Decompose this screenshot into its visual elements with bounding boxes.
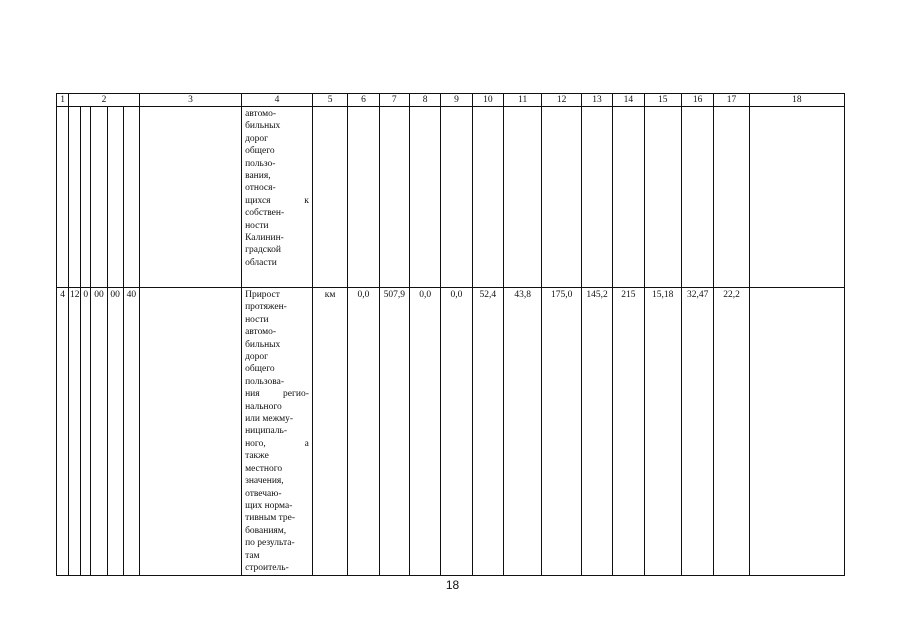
header-cell-4: 4 — [242, 94, 313, 107]
header-cell-3: 3 — [139, 94, 241, 107]
header-cell-7: 7 — [379, 94, 409, 107]
header-cell-6: 6 — [348, 94, 379, 107]
value-cell: 0,0 — [441, 288, 472, 576]
indicator-description: Прирост протяжен- ности автомо- бильных дорог общего пользова- ния регио- нального или межму- ниципаль- ного, а также местного значения, отвечаю- щих норма- тивным тре- бованиям, по результа- там строитель- — [242, 288, 313, 576]
header-cell-5: 5 — [312, 94, 347, 107]
value-cell: 52,4 — [472, 288, 503, 576]
header-cell-2: 2 — [69, 94, 140, 107]
code-cell: 0 — [81, 288, 91, 576]
table-row-indicator — [57, 288, 845, 576]
code-cell: 00 — [107, 288, 123, 576]
value-cell: 145,2 — [581, 288, 612, 576]
value-cell: 43,8 — [503, 288, 541, 576]
unit-cell: км — [312, 288, 347, 576]
value-cell: 32,47 — [681, 288, 713, 576]
header-cell-10: 10 — [472, 94, 503, 107]
value-cell: 0,0 — [348, 288, 379, 576]
code-cell: 12 — [69, 288, 81, 576]
header-cell-12: 12 — [542, 94, 581, 107]
program-indicators-table — [56, 93, 845, 576]
code-cell: 00 — [91, 288, 107, 576]
code-cell: 40 — [123, 288, 139, 576]
value-cell: 507,9 — [379, 288, 409, 576]
header-row — [57, 94, 845, 107]
value-cell: 22,2 — [714, 288, 749, 576]
header-cell-11: 11 — [503, 94, 541, 107]
header-cell-16: 16 — [681, 94, 713, 107]
header-cell-18: 18 — [749, 94, 844, 107]
table-row-continuation — [57, 107, 845, 288]
header-cell-8: 8 — [409, 94, 440, 107]
header-cell-1: 1 — [57, 94, 69, 107]
value-cell: 15,18 — [644, 288, 681, 576]
indicator-description: автомо- бильных дорог общего пользо- вания, относя- щихся к собствен- ности Калинин- градской области — [242, 107, 313, 288]
header-cell-14: 14 — [613, 94, 644, 107]
notes-cell — [749, 288, 844, 576]
page-number: 18 — [445, 578, 460, 592]
value-cell: 175,0 — [542, 288, 581, 576]
header-cell-17: 17 — [714, 94, 749, 107]
header-cell-15: 15 — [644, 94, 681, 107]
header-cell-13: 13 — [581, 94, 612, 107]
code-cell: 4 — [57, 288, 69, 576]
value-cell: 215 — [613, 288, 644, 576]
value-cell: 0,0 — [409, 288, 440, 576]
header-cell-9: 9 — [441, 94, 472, 107]
